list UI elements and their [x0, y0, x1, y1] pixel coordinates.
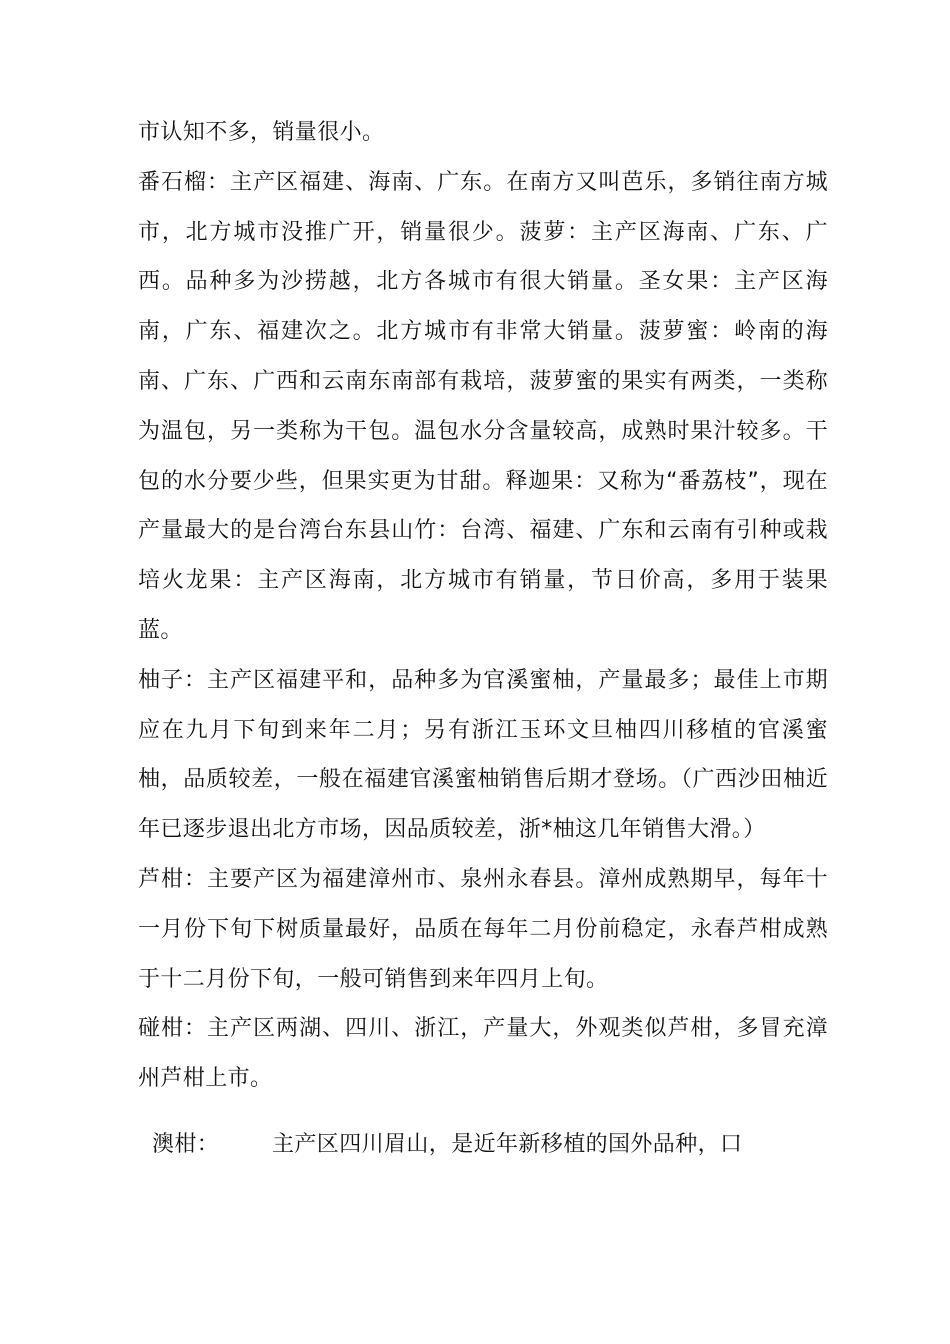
paragraph-lugan: 芦柑：主要产区为福建漳州市、泉州永春县。漳州成熟期早，每年十一月份下旬下树质量最好，品质在每年二月份前稳定，永春芦柑成熟于十二月份下旬，一般可销售到来年四月上旬。 [138, 866, 828, 992]
paragraph-continuation: 市认知不多，销量很小。 [138, 120, 385, 145]
paragraph-pomelo: 柚子：主产区福建平和，品种多为官溪蜜柚，产量最多；最佳上市期应在九月下旬到来年二月；另有浙江玉环文旦柚四川移植的官溪蜜柚，品质较差，一般在福建官溪蜜柚销售后期才登场。（广西沙田柚近年已逐步退出北方市场，因品质较差，浙*柚这几年销售大滑。） [138, 667, 828, 843]
aogan-text: 主产区四川眉山，是近年新移植的国外品种，口 [272, 1131, 743, 1157]
paragraph-tropical-fruits: 番石榴：主产区福建、海南、广东。在南方又叫芭乐，多销往南方城市，北方城市没推广开，销量很少。菠萝：主产区海南、广东、广西。品种多为沙捞越，北方各城市有很大销量。圣女果：主产区海南，广东、福建次之。北方城市有非常大销量。菠萝蜜：岭南的海南、广东、广西和云南东南部有栽培，菠萝蜜的果实有两类，一类称为温包，另一类称为干包。温包水分含量较高，成熟时果汁较多。干包的水分要少些，但果实更为甘甜。释迦果：又称为“番荔枝”，现在产量最大的是台湾台东县山竹：台湾、福建、广东和云南有引种或栽培火龙果：主产区海南，北方城市有销量，节日价高，多用于装果蓝。 [138, 169, 828, 643]
paragraph-aogan [138, 1120, 828, 1170]
paragraph-ponkan: 碰柑：主产区两湖、四川、浙江，产量大，外观类似芦柑，多冒充漳州芦柑上市。 [138, 1016, 828, 1092]
document-body [138, 108, 828, 1170]
aogan-term: 澳柑： [152, 1131, 220, 1157]
